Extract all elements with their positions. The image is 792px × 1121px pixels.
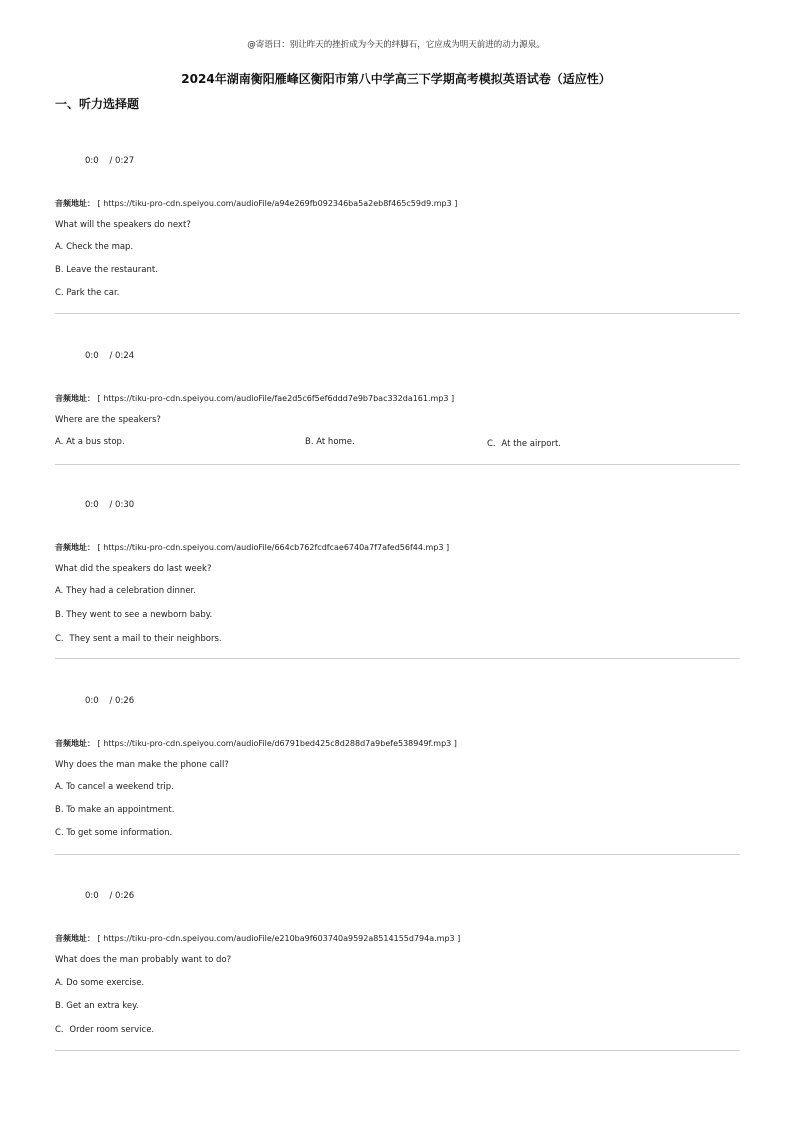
option-b[interactable]: B. Leave the restaurant. bbox=[55, 265, 158, 275]
audio-player-time[interactable]: 0:0 / 0:24 bbox=[85, 351, 135, 361]
audio-address bbox=[55, 933, 460, 944]
audio-address bbox=[55, 738, 457, 749]
audio-url[interactable]: [ https://tiku-pro-cdn.speiyou.com/audioFile/664cb762fcdfcae6740a7f7afed56f44.mp3 ] bbox=[97, 543, 450, 552]
option-a[interactable]: A. They had a celebration dinner. bbox=[55, 586, 196, 596]
audio-address bbox=[55, 393, 454, 404]
page-title: 2024年湖南衡阳雁峰区衡阳市第八中学高三下学期高考模拟英语试卷（适应性） bbox=[181, 72, 611, 86]
audio-player-time[interactable]: 0:0 / 0:30 bbox=[85, 500, 135, 510]
question-stem: Why does the man make the phone call? bbox=[55, 760, 229, 770]
question-stem: What did the speakers do last week? bbox=[55, 564, 212, 574]
option-c[interactable]: C．They sent a mail to their neighbors. bbox=[55, 634, 222, 644]
audio-player-time[interactable]: 0:0 / 0:27 bbox=[85, 156, 135, 166]
option-b[interactable]: B. To make an appointment. bbox=[55, 805, 175, 815]
divider bbox=[55, 1050, 740, 1051]
audio-address-label: 音频地址： bbox=[55, 394, 95, 403]
audio-url[interactable]: [ https://tiku-pro-cdn.speiyou.com/audioFile/fae2d5c6f5ef6ddd7e9b7bac332da161.mp3 ] bbox=[97, 394, 455, 403]
audio-url[interactable]: [ https://tiku-pro-cdn.speiyou.com/audioFile/d6791bed425c8d288d7a9befe538949f.mp3 ] bbox=[97, 739, 457, 748]
divider bbox=[55, 313, 740, 314]
audio-url[interactable]: [ https://tiku-pro-cdn.speiyou.com/audioFile/e210ba9f603740a9592a8514155d794a.mp3 ] bbox=[97, 934, 461, 943]
audio-url[interactable]: [ https://tiku-pro-cdn.speiyou.com/audioFile/a94e269fb092346ba5a2eb8f465c59d9.mp3 ] bbox=[97, 199, 458, 208]
audio-address bbox=[55, 542, 449, 553]
question-stem: What will the speakers do next? bbox=[55, 220, 191, 230]
audio-address-label: 音频地址： bbox=[55, 739, 95, 748]
option-c[interactable]: C．At the airport. bbox=[487, 439, 561, 449]
audio-address-label: 音频地址： bbox=[55, 199, 95, 208]
audio-player-time[interactable]: 0:0 / 0:26 bbox=[85, 891, 135, 901]
audio-address bbox=[55, 198, 457, 209]
option-a[interactable]: A. Do some exercise. bbox=[55, 978, 145, 988]
option-b[interactable]: B. Get an extra key. bbox=[55, 1001, 139, 1011]
option-c[interactable]: C. Park the car. bbox=[55, 288, 120, 298]
audio-player-time[interactable]: 0:0 / 0:26 bbox=[85, 696, 135, 706]
audio-address-label: 音频地址： bbox=[55, 934, 95, 943]
option-a[interactable]: A. To cancel a weekend trip. bbox=[55, 782, 174, 792]
motto-text: @寄语曰：别让昨天的挫折成为今天的绊脚石，它应成为明天前进的动力源泉。 bbox=[247, 40, 545, 50]
divider bbox=[55, 658, 740, 659]
option-b[interactable]: B. At home. bbox=[305, 437, 355, 447]
option-c[interactable]: C．Order room service. bbox=[55, 1025, 155, 1035]
section-heading: 一、听力选择题 bbox=[55, 97, 140, 111]
option-b[interactable]: B. They went to see a newborn baby. bbox=[55, 610, 213, 620]
option-a[interactable]: A. At a bus stop. bbox=[55, 437, 125, 447]
question-stem: Where are the speakers? bbox=[55, 415, 161, 425]
divider bbox=[55, 854, 740, 855]
audio-address-label: 音频地址： bbox=[55, 543, 95, 552]
question-stem: What does the man probably want to do? bbox=[55, 955, 232, 965]
option-a[interactable]: A. Check the map. bbox=[55, 242, 134, 252]
option-c[interactable]: C. To get some information. bbox=[55, 828, 173, 838]
divider bbox=[55, 464, 740, 465]
